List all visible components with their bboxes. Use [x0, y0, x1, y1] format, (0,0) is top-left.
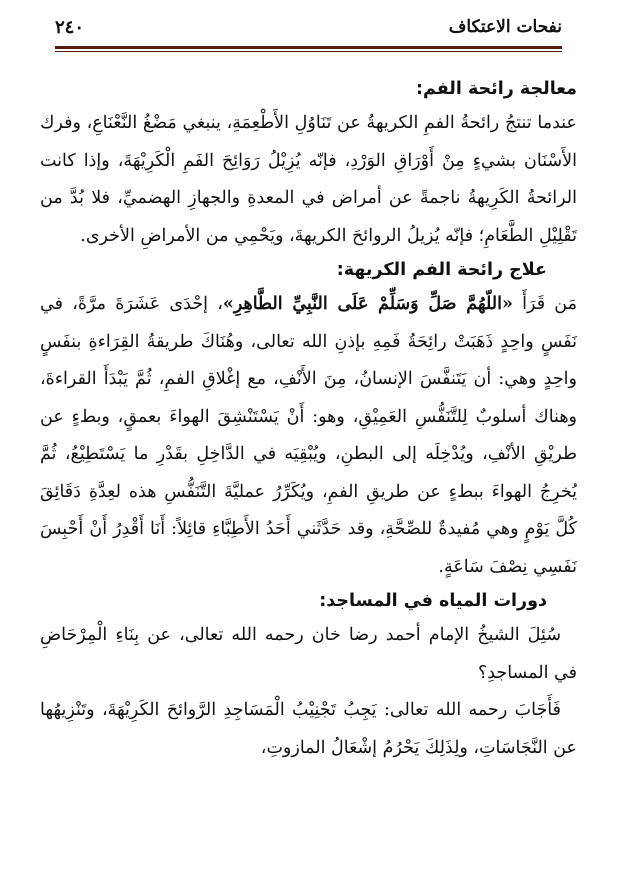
paragraph-question: سُئِلَ الشيخُ الإمام أحمد رضا خان رحمه الله تعالى، عن بِنَاءِ الْمِرْحَاضِ في المساجدِ؟ [40, 625, 577, 683]
prayer-quote: «اللّهُمَّ صَلِّ وَسَلِّمْ عَلَى النَّبِيِّ الطَّاهِرِ» [222, 294, 513, 314]
running-title: نفحات الاعتكاف [448, 17, 562, 37]
section-heading-mosque-toilets: دورات المياه في المساجد: [319, 591, 547, 611]
remedy-body: ، إحْدَى عَشَرَةَ مرَّةً، في نَفَسٍ واحِدٍ ذَهَبَتْ رائِحَةُ فَمِهِ بإذنِ الله تعالى، وهُنَاكَ طريقةُ القِرَاءةِ بنفَسٍ واحِدٍ وهي: أن يَتَنفَّسَ الإنسانُ، مِنَ الأَنْفِ، مع إغْلاقِ الفمِ، ثُمَّ يَبْدَأَ القراءةَ، وهناك أسلوبٌ لِلتَّنَفُّسِ العَمِيْقِ، وهو: أَنْ يَسْتَنْشِقَ الهواءَ بعمقٍ، وبطءٍ عن طريْقِ الأنْفِ، ويُدْخِلَه إلى البطنِ، ويُبْقِيَه في الدَّاخِلِ بقَدْرِ ما يَسْتَطِيْعُ، ثُمَّ يُخرِجُ الهواءَ ببطءٍ عن طريقِ الفمِ، ويُكَرِّرُ عمليَّةَ التَّنَفُّسِ هذه لعِدَّةِ دَقَائِقَ كُلَّ يَوْمٍ وهي مُفيدةٌ للصِّحَّةِ، وقد حَدَّثَني أَحَدُ الأَطِبَّاءِ قائِلاً: أَنَا أَقْدِرُ أَنْ أَحْبِسَ نَفَسِي نِصْفَ سَاعَةٍ. [40, 294, 577, 577]
header-rule [55, 46, 562, 52]
page-header [55, 12, 562, 42]
paragraph-mouth-odor: عندما تنتجُ رائحةُ الفمِ الكريهةُ عن تَنَاوُلِ الأَطْعِمَةِ، ينبغي مَضْغُ النَّعْنَاعِ، وفرك الأَسْنَان بشيءٍ مِنْ أَوْرَاقِ الوَرْدِ، فإنّه يُزِيْلُ رَوَائِحَ الفَمِ الْكَرِيْهَةَ، وإذا كانت الرائحةُ الكَرِيهةُ ناجمةً عن أمراض في المعدةِ والجهازِ الهضميِّ، فلا بُدَّ من تَقْلِيْلِ الطَّعَامِ؛ فإنّه يُزيلُ الروائحَ الكريهةَ، ويَحْمِي من الأمراضِ الأخرى. [40, 113, 577, 246]
paragraph-remedy [40, 286, 577, 586]
section-heading-bad-breath-remedy: علاج رائحة الفم الكريهة: [336, 260, 547, 280]
page-number: ٢٤٠ [55, 16, 85, 38]
page-body [40, 74, 577, 767]
remedy-intro: مَن قَرَأَ [522, 294, 577, 314]
paragraph-answer: فَأَجَابَ رحمه الله تعالى: يَجِبُ تَجْنِيْبُ الْمَسَاجِدِ الرَّوائحَ الكَرِيْهَةَ، وتَنْزِيهُها عن النَّجَاسَاتِ، ولِذَلِكَ يَحْرُمُ إشْعَالُ المازوتِ، [40, 700, 577, 758]
section-heading-mouth-odor-treatment: معالجة رائحة الفم: [415, 79, 577, 99]
